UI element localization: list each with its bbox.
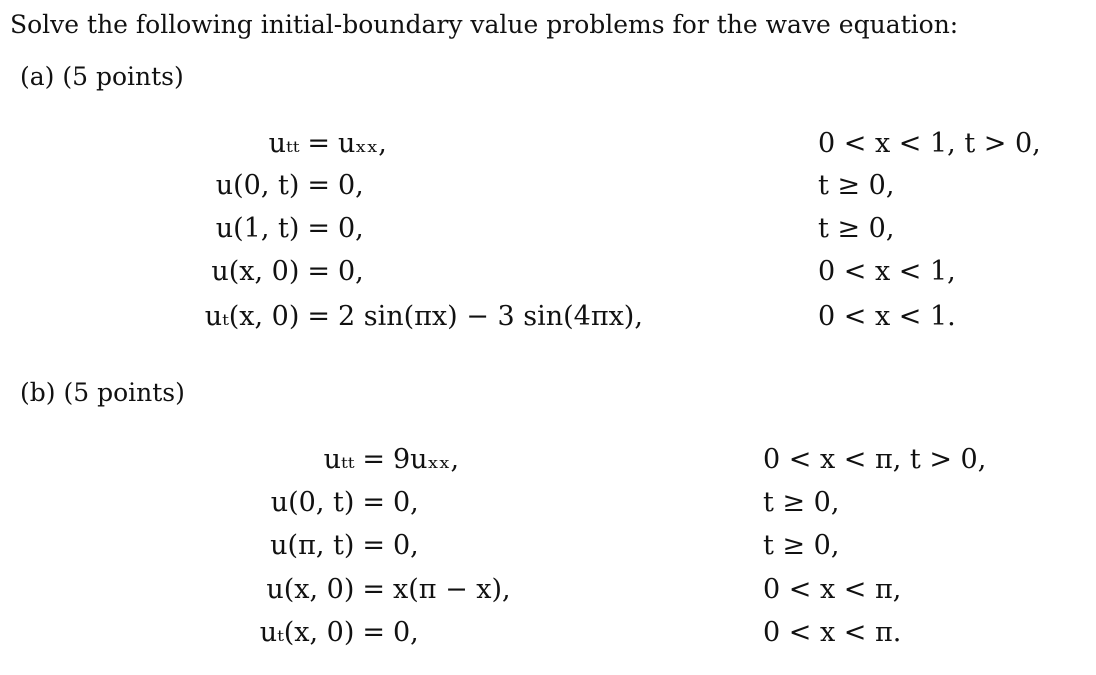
problem-intro: Solve the following initial-boundary value problems for the wave equation: xyxy=(10,10,959,39)
equation-lhs: u(1, t) = xyxy=(215,213,330,244)
equation-row xyxy=(0,487,1096,527)
equation-condition: 0 < x < π, xyxy=(763,574,902,605)
equation-lhs: u(x, 0) = xyxy=(211,256,330,287)
equation-lhs: u(π, t) = xyxy=(270,530,385,561)
equation-condition: t ≥ 0, xyxy=(763,530,840,561)
equation-condition: 0 < x < 1. xyxy=(818,301,956,332)
part-a-label: (a) (5 points) xyxy=(20,62,184,91)
equation-lhs: uₜ(x, 0) = xyxy=(259,617,385,648)
equation-rhs: x(π − x), xyxy=(393,574,511,605)
equation-condition: 0 < x < π, t > 0, xyxy=(763,444,987,475)
equation-condition: t ≥ 0, xyxy=(763,487,840,518)
equation-row xyxy=(0,530,1096,570)
part-b-label: (b) (5 points) xyxy=(20,378,185,407)
equation-lhs: u(x, 0) = xyxy=(266,574,385,605)
equation-row xyxy=(0,213,1096,253)
equation-lhs: uₜ(x, 0) = xyxy=(204,301,330,332)
equation-lhs: u(0, t) = xyxy=(270,487,385,518)
equation-lhs: u(0, t) = xyxy=(215,170,330,201)
equation-row xyxy=(0,444,1096,484)
equation-row xyxy=(0,256,1096,296)
equation-lhs: uₜₜ = xyxy=(268,128,330,159)
equation-condition: 0 < x < 1, xyxy=(818,256,956,287)
equation-row xyxy=(0,128,1096,168)
equation-rhs: 2 sin(πx) − 3 sin(4πx), xyxy=(338,301,643,332)
equation-row xyxy=(0,617,1096,657)
equation-rhs: 0, xyxy=(393,487,419,518)
equation-condition: t ≥ 0, xyxy=(818,213,895,244)
equation-row xyxy=(0,170,1096,210)
equation-condition: 0 < x < 1, t > 0, xyxy=(818,128,1041,159)
equation-lhs: uₜₜ = xyxy=(323,444,385,475)
equation-rhs: 0, xyxy=(338,213,364,244)
equation-row xyxy=(0,574,1096,614)
equation-condition: 0 < x < π. xyxy=(763,617,902,648)
equation-rhs: 0, xyxy=(338,170,364,201)
equation-rhs: 0, xyxy=(393,617,419,648)
equation-rhs: 9uₓₓ, xyxy=(393,444,460,475)
equation-rhs: uₓₓ, xyxy=(338,128,387,159)
equation-condition: t ≥ 0, xyxy=(818,170,895,201)
equation-row xyxy=(0,301,1096,341)
equation-rhs: 0, xyxy=(338,256,364,287)
equation-rhs: 0, xyxy=(393,530,419,561)
